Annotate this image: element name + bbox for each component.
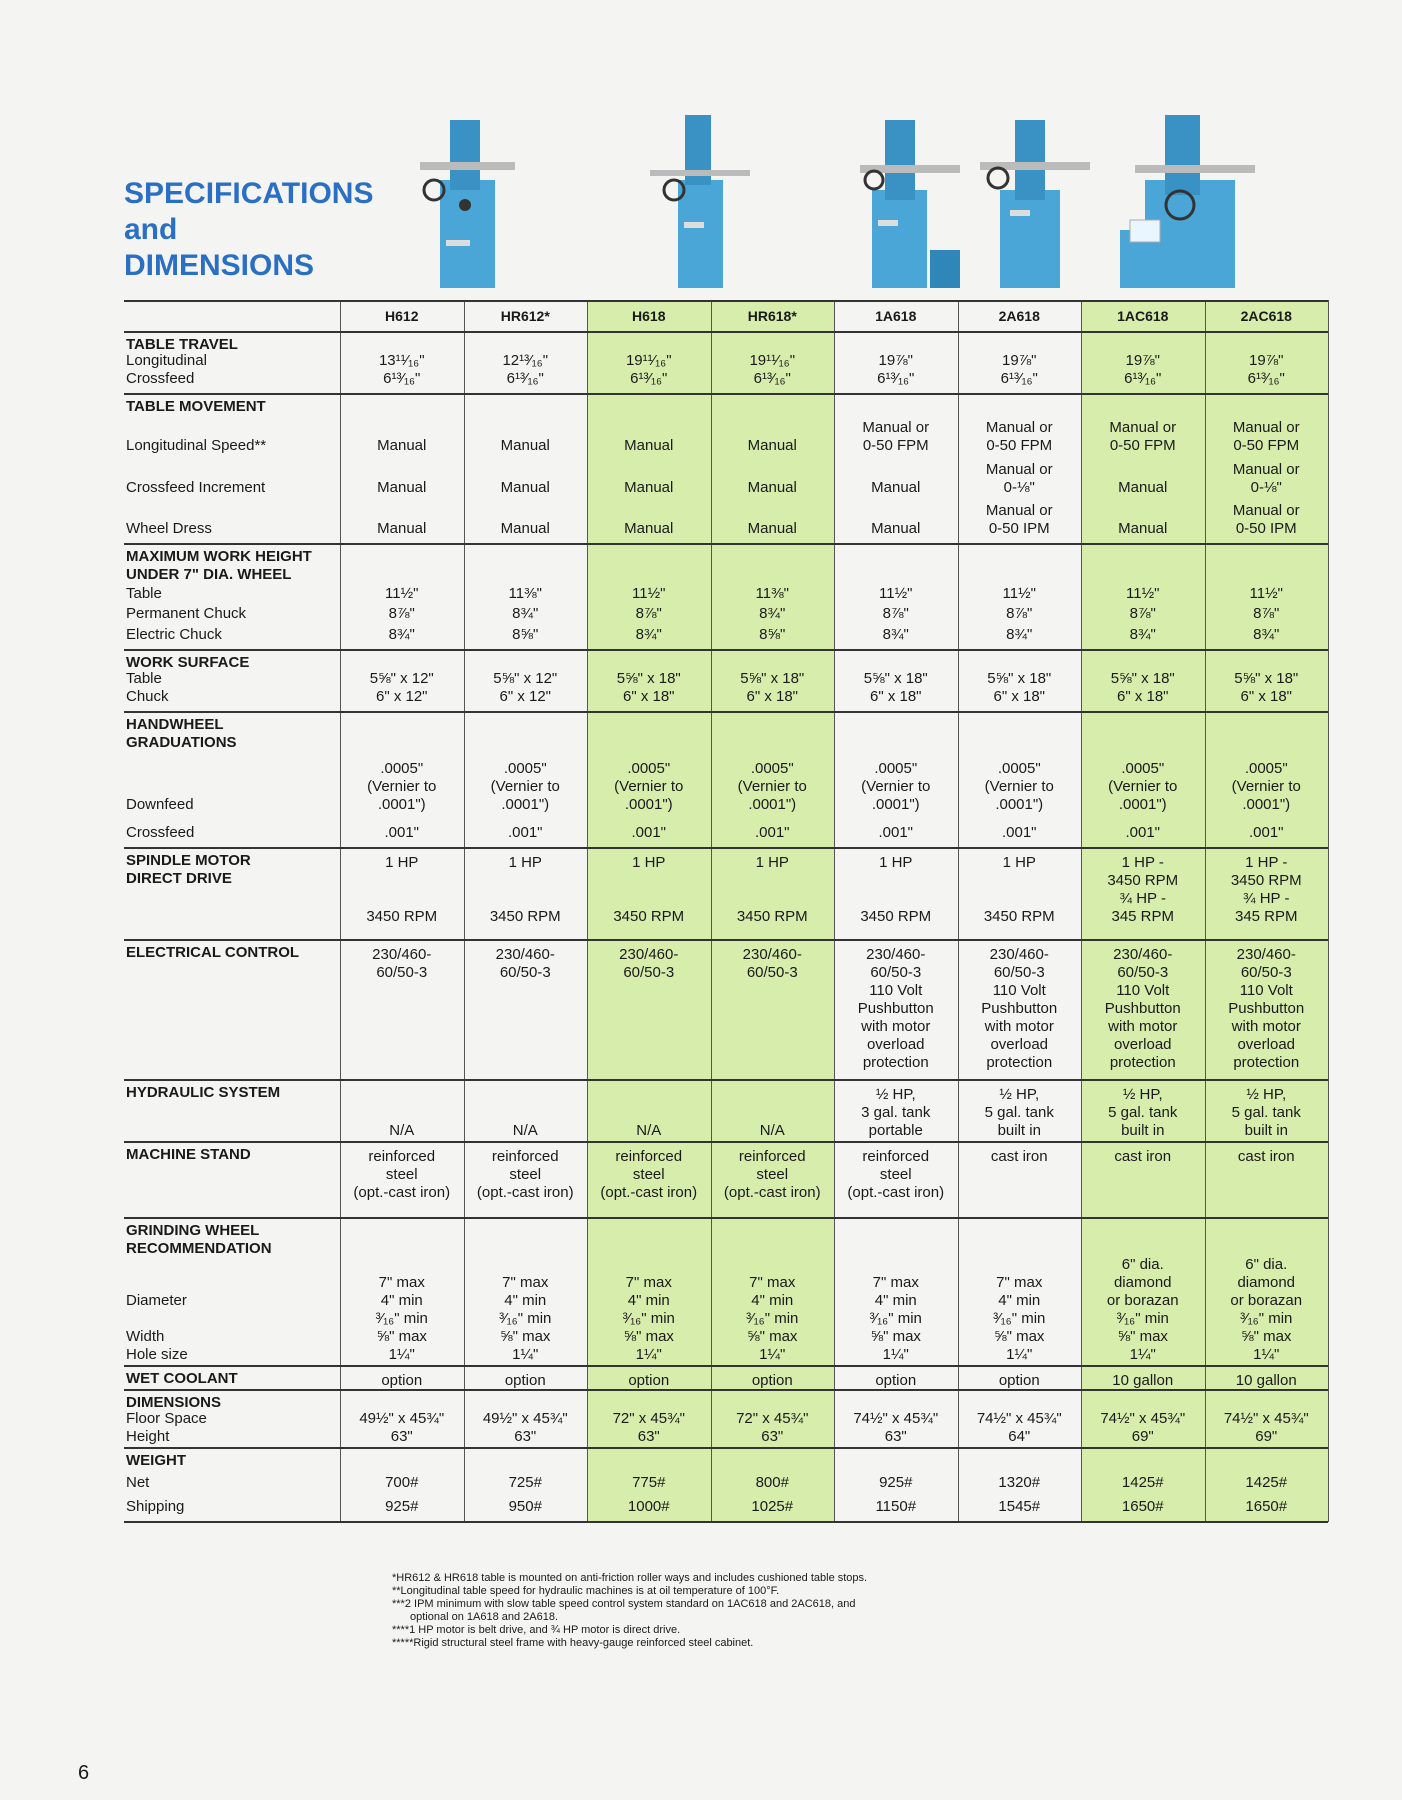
section-rule: [124, 393, 1328, 395]
spec-cell: Manual or 0-50 FPM: [862, 419, 930, 455]
spec-cell: 8¾": [1253, 626, 1280, 643]
column-header: HR618*: [747, 308, 797, 324]
footnotes: [392, 1572, 1032, 1650]
column-header: 2AC618: [1240, 308, 1292, 324]
title-line-2: and: [124, 213, 178, 246]
spec-cell: .0005" (Vernier to .0001"): [861, 760, 931, 813]
spec-cell: Manual: [500, 437, 550, 455]
spec-cell: ³⁄₁₆" min ⅝" max: [499, 1310, 552, 1345]
spec-cell: 11½": [632, 584, 666, 602]
section-rule: [124, 711, 1328, 713]
spec-cell: 11½": [1126, 584, 1160, 602]
spec-cell: 19¹¹⁄₁₆": [749, 352, 796, 369]
row-label: Longitudinal: [126, 352, 207, 369]
spec-cell: option: [504, 1372, 546, 1389]
spec-cell: Manual: [1118, 478, 1168, 496]
spec-cell: 1¼": [1006, 1346, 1033, 1363]
spec-cell: 8¾": [1129, 626, 1156, 643]
row-label: Height: [126, 1428, 170, 1445]
machine-image-h612: [420, 110, 520, 290]
spec-cell: 230/460- 60/50-3: [619, 946, 679, 981]
spec-cell: 1425#: [1121, 1474, 1164, 1491]
spec-cell: 230/460- 60/50-3 110 Volt Pushbutton with motor overload protection: [981, 946, 1058, 1071]
spec-cell: N/A: [512, 1122, 538, 1139]
spec-cell: 19¹¹⁄₁₆": [625, 352, 672, 369]
spec-cell: 6¹³⁄₁₆": [1247, 370, 1285, 387]
section-rule: [124, 543, 1328, 545]
spec-cell: 6" x 18": [993, 688, 1045, 705]
spec-table: [124, 300, 1328, 1572]
spec-cell: 11⅜": [755, 584, 789, 602]
row-label: Chuck: [126, 688, 169, 705]
section-label: TABLE MOVEMENT: [126, 398, 266, 415]
section-rule: [124, 1217, 1328, 1219]
column-header: H612: [385, 308, 419, 324]
spec-cell: 63": [390, 1428, 413, 1445]
spec-cell: 230/460- 60/50-3 110 Volt Pushbutton with motor overload protection: [857, 946, 934, 1071]
spec-cell: 6" x 18": [622, 688, 675, 705]
spec-cell: 1¼": [882, 1346, 909, 1363]
spec-cell: 11½": [385, 584, 419, 602]
spec-cell: 64": [1008, 1428, 1031, 1445]
spec-cell: 19⅞": [1001, 352, 1037, 369]
spec-cell: 1425#: [1245, 1474, 1288, 1491]
spec-cell: ³⁄₁₆" min ⅝" max: [622, 1310, 675, 1345]
section-label: MACHINE STAND: [126, 1146, 251, 1163]
spec-cell: 1650#: [1121, 1498, 1164, 1515]
spec-cell: 7" max 4" min: [872, 1274, 919, 1309]
spec-cell: 19⅞": [1125, 352, 1161, 369]
spec-cell: 1000#: [627, 1498, 670, 1515]
spec-cell: 5⅝" x 18": [1234, 670, 1299, 687]
section-label: ELECTRICAL CONTROL: [126, 944, 300, 961]
spec-cell: 6" dia. diamond or borazan: [1106, 1256, 1179, 1309]
spec-cell: Manual or 0-50 FPM: [1109, 419, 1177, 455]
spec-cell: 925#: [879, 1474, 913, 1491]
spec-cell: 63": [884, 1428, 907, 1445]
spec-cell: 8¾": [512, 605, 539, 623]
spec-cell: ³⁄₁₆" min ⅝" max: [1116, 1310, 1169, 1345]
spec-cell: 1 HP 3450 RPM: [366, 854, 438, 925]
spec-cell: 1¼": [1129, 1346, 1156, 1363]
footnote: *****Rigid structural steel frame with heavy-gauge reinforced steel cabinet.: [392, 1637, 754, 1649]
spec-cell: 6¹³⁄₁₆": [630, 370, 668, 387]
spec-cell: 5⅝" x 12": [493, 670, 558, 687]
spec-cell: 5⅝" x 12": [369, 670, 434, 687]
row-label: Shipping: [126, 1498, 185, 1515]
machine-image-1a618: [860, 110, 970, 290]
spec-cell: N/A: [389, 1122, 415, 1139]
spec-cell: Manual: [1118, 520, 1168, 537]
spec-cell: 1 HP 3450 RPM: [983, 854, 1055, 925]
spec-cell: 63": [761, 1428, 784, 1445]
spec-cell: 1 HP - 3450 RPM ¾ HP - 345 RPM: [1230, 854, 1302, 925]
spec-cell: 1¼": [388, 1346, 415, 1363]
section-rule: [124, 939, 1328, 941]
spec-cell: 230/460- 60/50-3: [742, 946, 802, 981]
spec-cell: 6¹³⁄₁₆": [383, 370, 421, 387]
spec-cell: .001": [631, 824, 667, 841]
section-label: WET COOLANT: [126, 1370, 238, 1387]
spec-cell: 800#: [755, 1474, 789, 1491]
footnote: ****1 HP motor is belt drive, and ¾ HP motor is direct drive.: [392, 1624, 681, 1636]
spec-cell: 7" max 4" min: [625, 1274, 672, 1309]
spec-cell: 7" max 4" min: [378, 1274, 425, 1309]
section-rule: [124, 1365, 1328, 1367]
spec-cell: Manual or 0-50 IPM: [985, 502, 1053, 537]
spec-cell: 1 HP - 3450 RPM ¾ HP - 345 RPM: [1107, 854, 1179, 925]
spec-cell: cast iron: [1237, 1148, 1295, 1165]
spec-cell: Manual: [624, 437, 674, 455]
spec-cell: 8¾": [882, 626, 909, 643]
spec-cell: 1545#: [998, 1498, 1041, 1515]
spec-cell: Manual: [377, 437, 427, 455]
spec-cell: 7" max 4" min: [996, 1274, 1043, 1309]
spec-cell: 1¼": [759, 1346, 786, 1363]
section-label: GRINDING WHEEL RECOMMENDATION: [126, 1222, 272, 1257]
row-label: Table: [126, 670, 162, 687]
spec-cell: 6" x 18": [1116, 688, 1169, 705]
spec-cell: option: [628, 1372, 670, 1389]
spec-cell: 8⅝": [759, 626, 786, 643]
spec-cell: 11½": [1249, 584, 1283, 602]
spec-cell: 1 HP 3450 RPM: [860, 854, 932, 925]
spec-cell: .001": [754, 824, 790, 841]
spec-cell: 63": [514, 1428, 537, 1445]
spec-cell: 69": [1255, 1428, 1278, 1445]
spec-cell: 5⅝" x 18": [616, 670, 681, 687]
spec-cell: Manual: [871, 478, 921, 496]
spec-cell: .001": [1248, 824, 1284, 841]
section-rule: [124, 1389, 1328, 1391]
spec-cell: option: [751, 1372, 793, 1389]
spec-cell: 7" max 4" min: [502, 1274, 549, 1309]
spec-cell: 6" dia. diamond or borazan: [1230, 1256, 1303, 1309]
spec-cell: 230/460- 60/50-3 110 Volt Pushbutton with motor overload protection: [1228, 946, 1305, 1071]
spec-cell: ½ HP, 5 gal. tank built in: [1108, 1086, 1178, 1139]
spec-cell: 11½": [879, 584, 913, 602]
spec-cell: 5⅝" x 18": [740, 670, 805, 687]
spec-cell: 6¹³⁄₁₆": [877, 370, 915, 387]
row-label: Floor Space: [126, 1410, 207, 1427]
spec-cell: .001": [878, 824, 914, 841]
row-label: Crossfeed: [126, 824, 195, 841]
spec-cell: 6¹³⁄₁₆": [1124, 370, 1162, 387]
spec-cell: ½ HP, 5 gal. tank built in: [984, 1086, 1054, 1139]
spec-cell: Manual or 0-⅛": [985, 460, 1053, 496]
spec-cell: 1150#: [875, 1498, 917, 1515]
title-line-3: DIMENSIONS: [124, 249, 315, 282]
spec-cell: 230/460- 60/50-3 110 Volt Pushbutton with motor overload protection: [1104, 946, 1181, 1071]
row-label: Crossfeed Increment: [126, 478, 266, 496]
footnote: optional on 1A618 and 2A618.: [410, 1611, 559, 1623]
spec-cell: 950#: [508, 1498, 542, 1515]
row-label: Downfeed: [126, 796, 194, 813]
spec-cell: Manual: [624, 520, 674, 537]
machine-image-1ac618: [1120, 110, 1260, 290]
spec-cell: 72" x 45¾": [736, 1410, 809, 1427]
machine-image-2a618: [980, 110, 1090, 290]
spec-cell: 700#: [385, 1474, 419, 1491]
spec-cell: .0005" (Vernier to .0001"): [490, 760, 560, 813]
column-header: HR612*: [500, 308, 550, 324]
spec-cell: reinforced steel (opt.-cast iron): [723, 1148, 821, 1201]
spec-cell: 8⅞": [1006, 605, 1033, 623]
section-label: MAXIMUM WORK HEIGHT UNDER 7" DIA. WHEEL: [126, 548, 312, 583]
spec-cell: ³⁄₁₆" min ⅝" max: [375, 1310, 428, 1345]
spec-cell: Manual or 0-50 IPM: [1232, 502, 1300, 537]
spec-cell: .0005" (Vernier to .0001"): [984, 760, 1054, 813]
spec-cell: 5⅝" x 18": [863, 670, 928, 687]
page-number: 6: [78, 1762, 90, 1784]
row-label: Longitudinal Speed**: [126, 437, 267, 455]
spec-cell: 1320#: [998, 1474, 1041, 1491]
machine-image-h618: [650, 110, 750, 290]
spec-cell: 5⅝" x 18": [987, 670, 1052, 687]
row-label: Diameter: [126, 1292, 187, 1309]
row-label: Table: [126, 584, 162, 602]
spec-cell: 11⅜": [508, 584, 542, 602]
section-label: DIMENSIONS: [126, 1394, 222, 1411]
spec-cell: Manual or 0-⅛": [1232, 460, 1300, 496]
spec-cell: .001": [384, 824, 420, 841]
section-rule: [124, 649, 1328, 651]
spec-cell: 8⅞": [388, 605, 415, 623]
title-line-1: SPECIFICATIONS: [124, 177, 374, 210]
spec-cell: Manual or 0-50 FPM: [985, 419, 1053, 455]
spec-cell: 74½" x 45¾": [1100, 1410, 1186, 1427]
spec-cell: 230/460- 60/50-3: [372, 946, 432, 981]
spec-cell: 1025#: [751, 1498, 794, 1515]
spec-cell: reinforced steel (opt.-cast iron): [353, 1148, 451, 1201]
spec-cell: Manual: [377, 478, 427, 496]
column-header: 2A618: [998, 308, 1040, 324]
spec-cell: 1 HP 3450 RPM: [489, 854, 561, 925]
row-label: Permanent Chuck: [126, 605, 247, 623]
spec-cell: 8¾": [759, 605, 786, 623]
spec-cell: reinforced steel (opt.-cast iron): [476, 1148, 574, 1201]
spec-cell: .0005" (Vernier to .0001"): [367, 760, 437, 813]
spec-cell: 72" x 45¾": [612, 1410, 685, 1427]
spec-cell: .0005" (Vernier to .0001"): [1231, 760, 1301, 813]
row-label: Hole size: [126, 1346, 188, 1363]
spec-cell: 19⅞": [878, 352, 914, 369]
spec-cell: .001": [1001, 824, 1037, 841]
section-rule: [124, 1079, 1328, 1081]
spec-cell: 8⅝": [512, 626, 539, 643]
section-rule: [124, 1141, 1328, 1143]
spec-cell: 6" x 18": [869, 688, 922, 705]
section-label: HYDRAULIC SYSTEM: [126, 1084, 281, 1101]
machine-photos: [420, 110, 1320, 290]
row-label: Wheel Dress: [126, 520, 212, 537]
spec-cell: 69": [1131, 1428, 1154, 1445]
spec-cell: N/A: [636, 1122, 662, 1139]
spec-cell: 74½" x 45¾": [1223, 1410, 1309, 1427]
spec-cell: .001": [507, 824, 543, 841]
spec-cell: 8⅞": [635, 605, 662, 623]
row-label: Crossfeed: [126, 370, 195, 387]
spec-cell: ³⁄₁₆" min ⅝" max: [746, 1310, 799, 1345]
spec-cell: ½ HP, 5 gal. tank built in: [1231, 1086, 1301, 1139]
spec-cell: 63": [637, 1428, 660, 1445]
spec-cell: Manual: [624, 478, 674, 496]
footnote: **Longitudinal table speed for hydraulic machines is at oil temperature of 100°F.: [392, 1585, 780, 1597]
spec-cell: Manual: [500, 478, 550, 496]
spec-cell: 925#: [385, 1498, 419, 1515]
spec-cell: .0005" (Vernier to .0001"): [614, 760, 684, 813]
section-label: SPINDLE MOTOR DIRECT DRIVE: [126, 852, 251, 887]
row-label: Electric Chuck: [126, 626, 222, 643]
spec-cell: option: [998, 1372, 1040, 1389]
spec-cell: option: [381, 1372, 423, 1389]
spec-cell: 6¹³⁄₁₆": [506, 370, 544, 387]
spec-cell: 19⅞": [1248, 352, 1284, 369]
spec-cell: Manual: [747, 437, 797, 455]
section-label: TABLE TRAVEL: [126, 336, 238, 353]
spec-cell: option: [875, 1372, 917, 1389]
spec-cell: ³⁄₁₆" min ⅝" max: [993, 1310, 1046, 1345]
spec-cell: cast iron: [1114, 1148, 1172, 1165]
spec-cell: Manual or 0-50 FPM: [1232, 419, 1300, 455]
section-label: HANDWHEEL GRADUATIONS: [126, 716, 237, 751]
section-label: WORK SURFACE: [126, 654, 250, 671]
spec-cell: 230/460- 60/50-3: [495, 946, 555, 981]
spec-cell: .0005" (Vernier to .0001"): [737, 760, 807, 813]
row-label: Width: [126, 1328, 165, 1345]
spec-cell: 1¼": [512, 1346, 539, 1363]
footnote: ***2 IPM minimum with slow table speed control system standard on 1AC618 and 2AC618, and: [392, 1598, 856, 1610]
spec-cell: Manual: [747, 478, 797, 496]
spec-cell: 11½": [1002, 584, 1036, 602]
section-rule: [124, 847, 1328, 849]
column-header: 1AC618: [1117, 308, 1169, 324]
spec-cell: Manual: [500, 520, 550, 537]
spec-cell: ½ HP, 3 gal. tank portable: [861, 1086, 931, 1139]
spec-cell: 6" x 12": [499, 688, 551, 705]
spec-cell: 1¼": [635, 1346, 662, 1363]
spec-cell: ³⁄₁₆" min ⅝" max: [1240, 1310, 1293, 1345]
spec-cell: 8⅞": [1253, 605, 1280, 623]
spec-cell: 49½" x 45¾": [482, 1410, 568, 1427]
spec-cell: 6¹³⁄₁₆": [753, 370, 791, 387]
spec-cell: cast iron: [990, 1148, 1048, 1165]
spec-cell: ³⁄₁₆" min ⅝" max: [869, 1310, 922, 1345]
spec-cell: .0005" (Vernier to .0001"): [1108, 760, 1178, 813]
spec-cell: 12¹³⁄₁₆": [502, 352, 549, 369]
spec-cell: 6" x 18": [746, 688, 798, 705]
spec-cell: 8¾": [635, 626, 662, 643]
page-title: [124, 176, 414, 284]
spec-cell: 1650#: [1245, 1498, 1288, 1515]
spec-cell: 10 gallon: [1112, 1372, 1174, 1389]
spec-cell: 74½" x 45¾": [853, 1410, 939, 1427]
spec-cell: 8⅞": [1129, 605, 1156, 623]
column-divider: [1328, 300, 1329, 1522]
spec-cell: 725#: [508, 1474, 542, 1491]
spec-cell: 6" x 18": [1240, 688, 1292, 705]
spec-cell: reinforced steel (opt.-cast iron): [847, 1148, 945, 1201]
spec-cell: 74½" x 45¾": [976, 1410, 1062, 1427]
spec-cell: 10 gallon: [1235, 1372, 1297, 1389]
column-header: 1A618: [875, 308, 917, 324]
spec-cell: Manual: [377, 520, 427, 537]
spec-cell: .001": [1125, 824, 1161, 841]
section-rule: [124, 1447, 1328, 1449]
spec-cell: Manual: [747, 520, 797, 537]
spec-cell: 8¾": [388, 626, 415, 643]
spec-cell: 8¾": [1006, 626, 1033, 643]
spec-cell: Manual: [871, 520, 921, 537]
spec-cell: 5⅝" x 18": [1110, 670, 1175, 687]
footnote: *HR612 & HR618 table is mounted on anti-friction roller ways and includes cushioned table stops.: [392, 1572, 868, 1584]
spec-cell: 49½" x 45¾": [359, 1410, 445, 1427]
spec-cell: 1 HP 3450 RPM: [613, 854, 685, 925]
spec-cell: N/A: [759, 1122, 785, 1139]
spec-cell: 6" x 12": [375, 688, 428, 705]
column-header: H618: [632, 308, 666, 324]
spec-cell: 6¹³⁄₁₆": [1000, 370, 1038, 387]
spec-cell: reinforced steel (opt.-cast iron): [600, 1148, 698, 1201]
section-rule: [124, 331, 1328, 333]
spec-cell: 1 HP 3450 RPM: [736, 854, 808, 925]
spec-cell: 775#: [632, 1474, 666, 1491]
spec-cell: 13¹¹⁄₁₆": [378, 352, 425, 369]
row-label: Net: [126, 1474, 150, 1491]
table-bottom-rule: [124, 1521, 1328, 1523]
section-label: WEIGHT: [126, 1452, 186, 1469]
spec-cell: 7" max 4" min: [749, 1274, 796, 1309]
spec-cell: 8⅞": [882, 605, 909, 623]
spec-cell: 1¼": [1253, 1346, 1280, 1363]
